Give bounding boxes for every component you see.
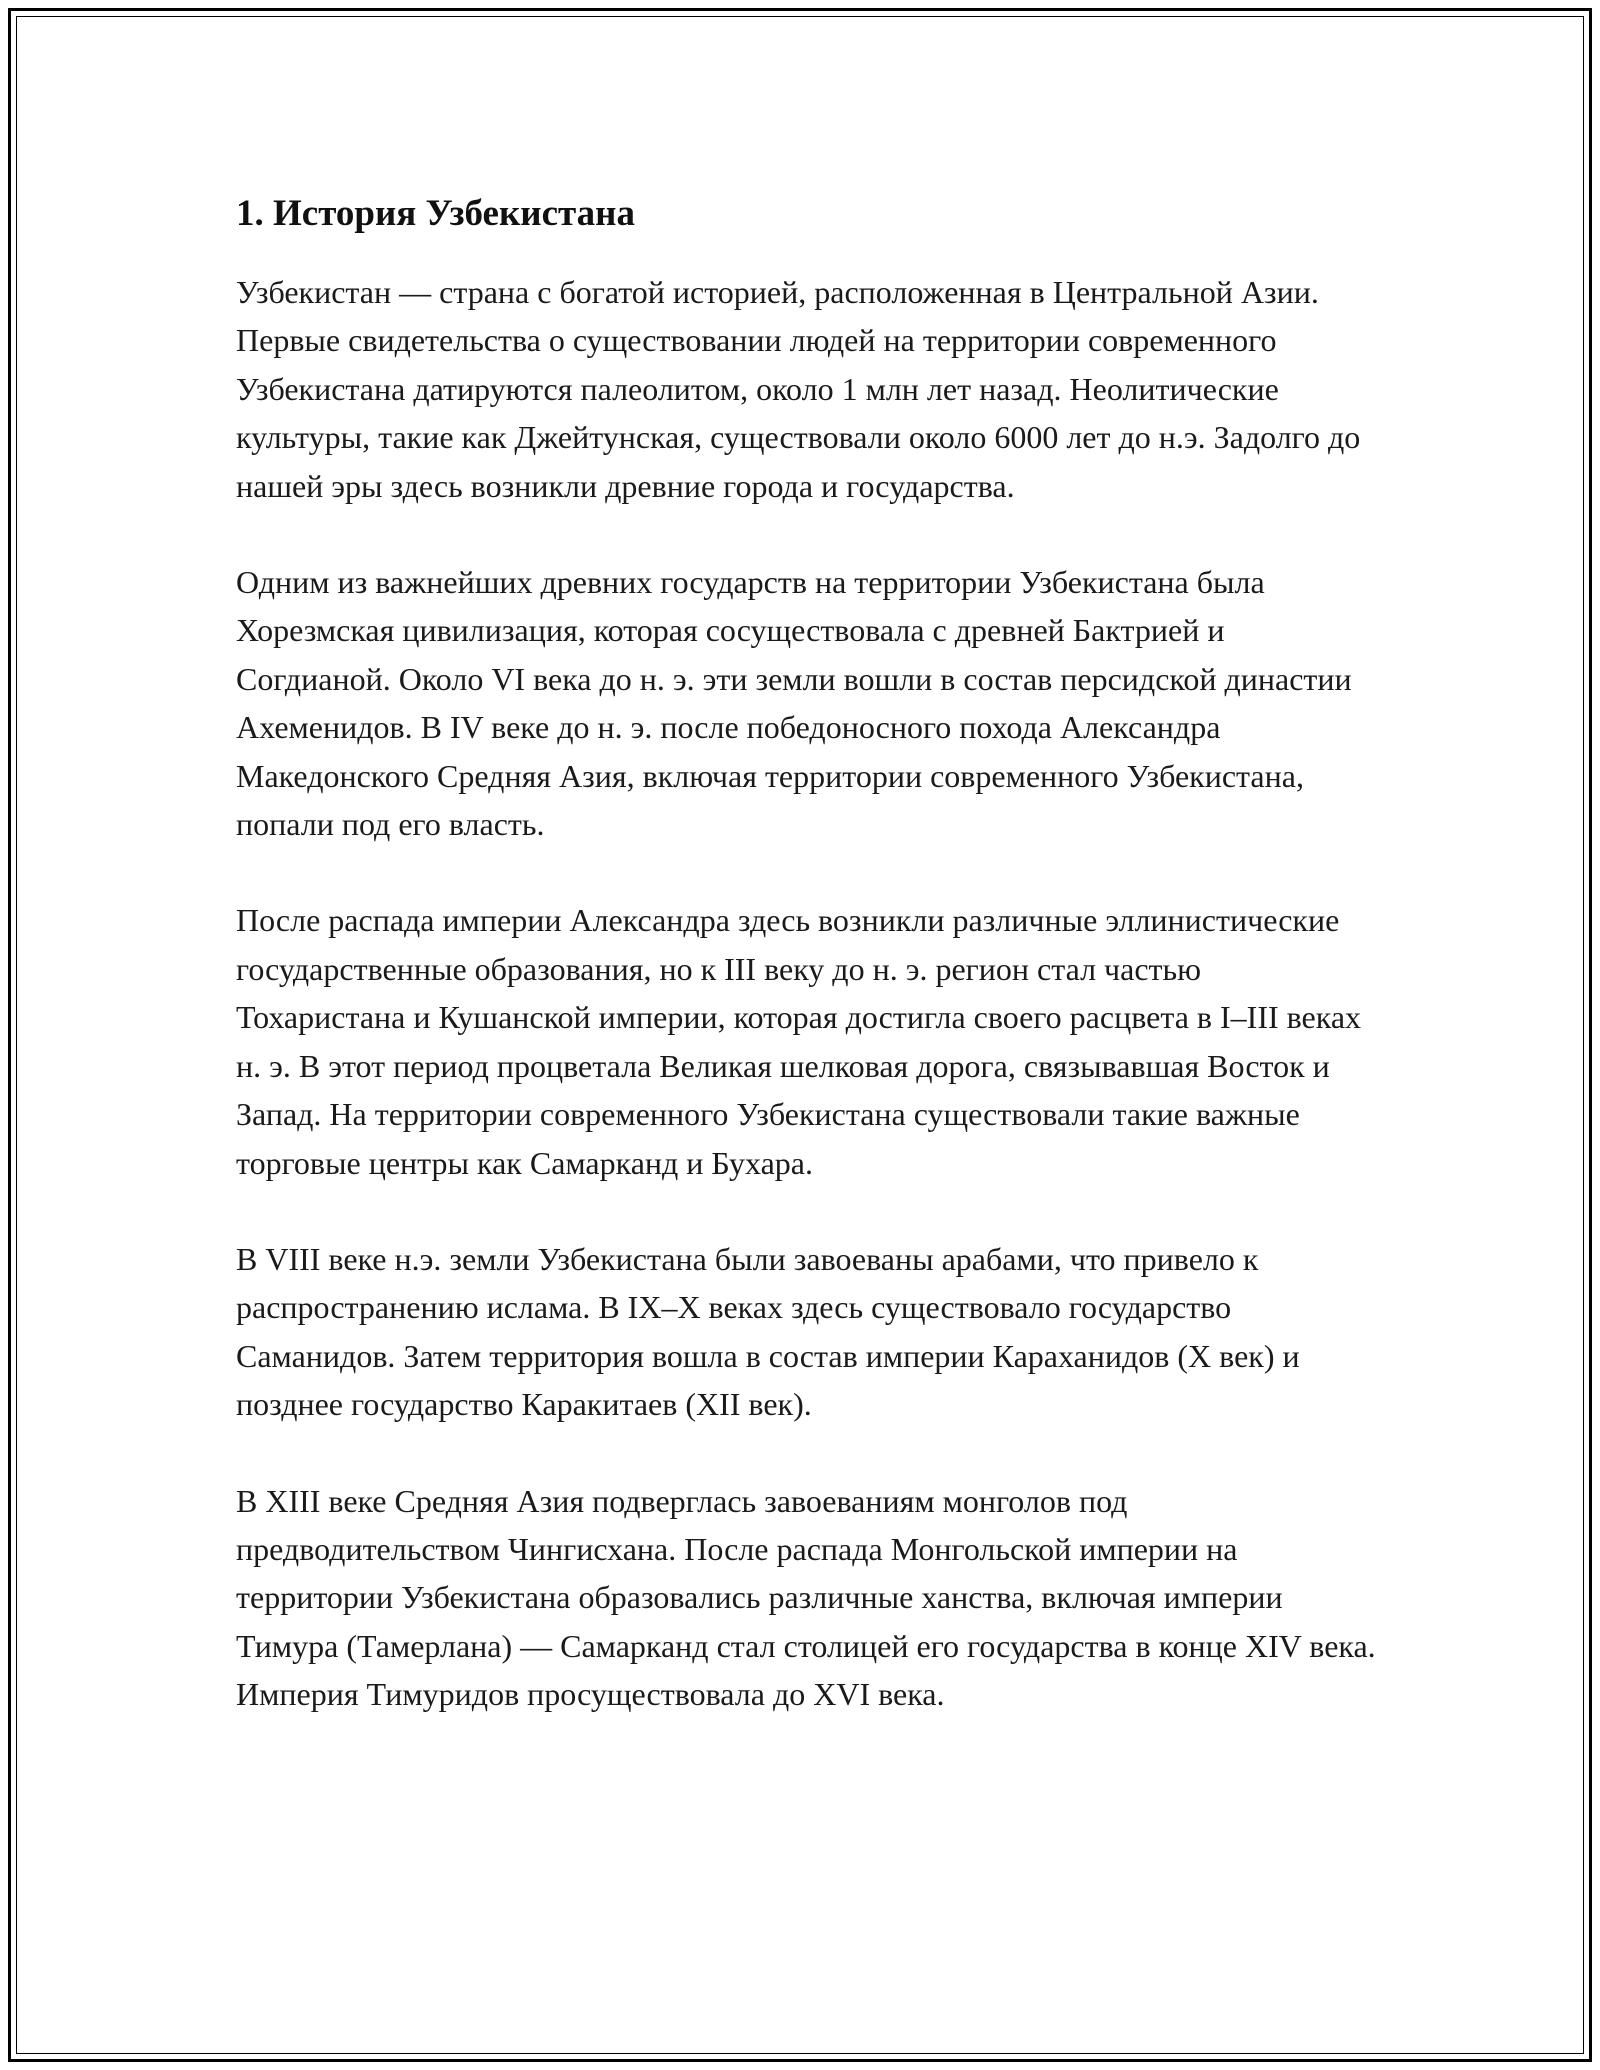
paragraph-3: После распада империи Александра здесь возникли различные эллинистические государственные образования, но к III веку до н. э. регион стал частью Тохаристана и Кушанской империи, которая достигла своего расцвета в I–III веках н. э. В этот период процветала Великая шелковая дорога, связывавшая Восток и Запад. На территории современного Узбекистана существовали такие важные торговые центры как Самарканд и Бухара. bbox=[236, 902, 1362, 1181]
document-body bbox=[236, 186, 1376, 1767]
paragraph-2: Одним из важнейших древних государств на территории Узбекистана была Хорезмская цивилизация, которая сосуществовала с древней Бактрией и Согдианой. Около VI века до н. э. эти земли вошли в состав персидской династии Ахеменидов. В IV веке до н. э. после победоносного похода Александра Македонского Средняя Азия, включая территории современного Узбекистана, попали под его власть. bbox=[236, 564, 1352, 843]
paragraph-1: Узбекистан — страна с богатой историей, расположенная в Центральной Азии. Первые свидетельства о существовании людей на территории современного Узбекистана датируются палеолитом, около 1 млн лет назад. Неолитические культуры, такие как Джейтунская, существовали около 6000 лет до н.э. Задолго до нашей эры здесь возникли древние города и государства. bbox=[236, 274, 1361, 504]
paragraph-4: В VIII веке н.э. земли Узбекистана были завоеваны арабами, что привело к распространению ислама. В IX–X веках здесь существовало государство Саманидов. Затем территория вошла в состав империи Караханидов (X век) и позднее государство Каракитаев (XII век). bbox=[236, 1240, 1300, 1423]
section-heading: 1. История Узбекистана bbox=[236, 193, 635, 234]
paragraph-5: В XIII веке Средняя Азия подверглась завоеваниям монголов под предводительством Чингисхана. После распада Монгольской империи на территории Узбекистана образовались различные ханства, включая империи Тимура (Тамерлана) — Самарканд стал столицей его государства в конце XIV века. Империя Тимуридов просуществовала до XVI века. bbox=[236, 1482, 1376, 1713]
